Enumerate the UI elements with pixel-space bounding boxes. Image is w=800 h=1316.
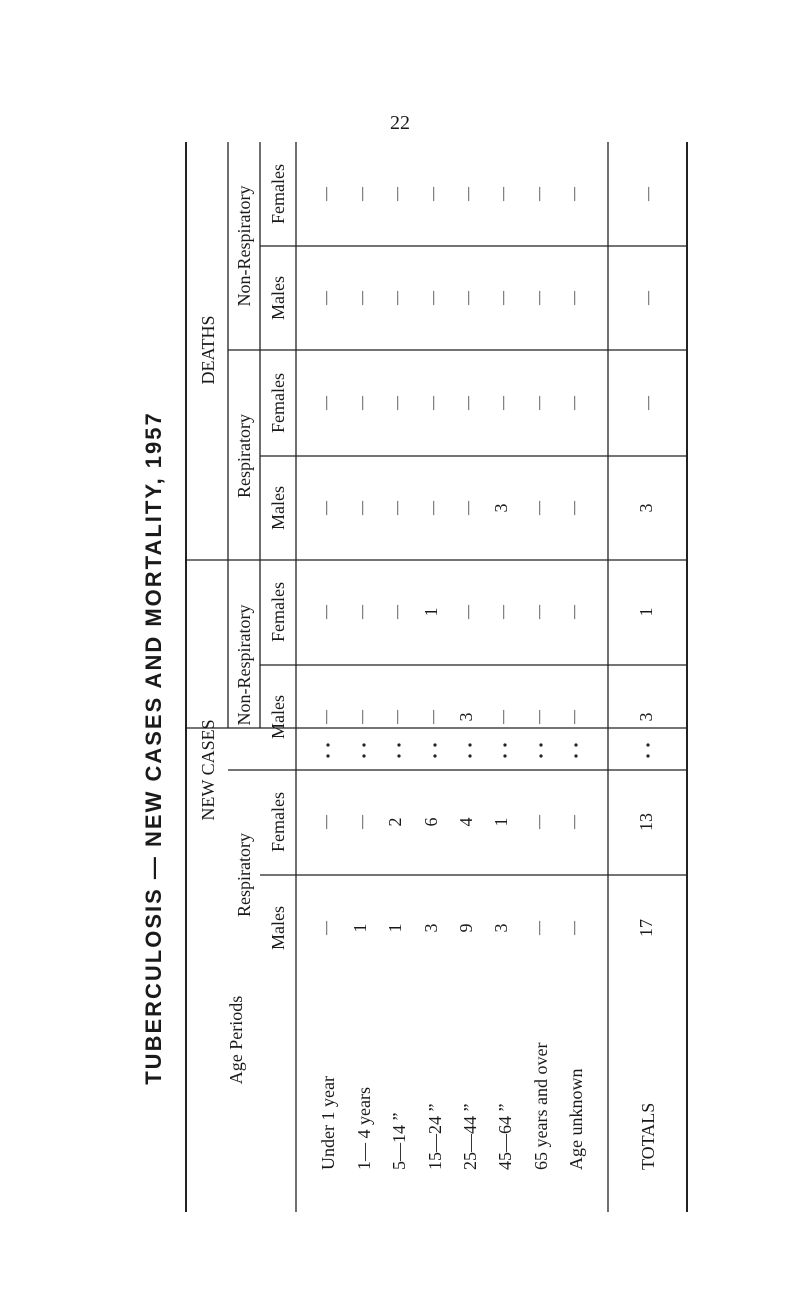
table-cell: —	[567, 710, 582, 724]
table-cell: —	[461, 187, 476, 201]
age-period-label: 65 years and over	[531, 1042, 551, 1170]
table-cell: 2	[385, 817, 405, 827]
table-cell: —	[567, 396, 582, 410]
table-cell: —	[426, 396, 441, 410]
header-d-resp-females: Females	[268, 373, 288, 433]
table-cell: —	[461, 291, 476, 305]
table-cell: —	[319, 921, 334, 935]
table-cell: —	[496, 396, 511, 410]
table-cell: —	[567, 291, 582, 305]
table-cell: —	[355, 501, 370, 515]
table-cell: —	[496, 291, 511, 305]
table-cell: 1	[385, 923, 405, 933]
table-cell: —	[319, 815, 334, 829]
total-cell: 1	[636, 607, 656, 617]
age-period-label: 5—14 ”	[389, 1112, 409, 1170]
table-cell: —	[355, 605, 370, 619]
table-cell: 1	[491, 817, 511, 827]
table-cell: —	[567, 921, 582, 935]
header-new-cases: NEW CASES	[198, 719, 218, 821]
total-cell: 3	[636, 712, 656, 722]
age-period-label: 45—64 ”	[495, 1103, 515, 1170]
table-cell: —	[532, 396, 547, 410]
header-nc-resp-males: Males	[268, 906, 288, 950]
table-cell: 3	[421, 923, 441, 933]
page-title: TUBERCULOSIS — NEW CASES AND MORTALITY, 1957	[141, 411, 166, 1085]
table-cell: —	[532, 291, 547, 305]
table-cell: —	[355, 710, 370, 724]
table-cell: 3	[491, 923, 511, 933]
total-cell: 13	[636, 813, 656, 831]
header-deaths: DEATHS	[198, 315, 218, 385]
total-cell: —	[641, 396, 656, 410]
table-cell: —	[461, 501, 476, 515]
table-cell: 6	[421, 817, 441, 827]
table-cell: —	[390, 605, 405, 619]
table-cell: —	[426, 291, 441, 305]
table-cell: —	[426, 501, 441, 515]
header-nc-nonresp-males: Males	[268, 695, 288, 739]
table-cell: —	[567, 605, 582, 619]
table-cell: —	[532, 921, 547, 935]
header-new-cases-non-respiratory: Non-Respiratory	[234, 604, 254, 726]
page-number: 22	[390, 112, 410, 134]
table-cell: —	[532, 605, 547, 619]
age-period-label: Age unknown	[566, 1068, 586, 1170]
table-cell: —	[390, 187, 405, 201]
table-cell: 9	[456, 923, 476, 933]
header-new-cases-respiratory: Respiratory	[234, 833, 254, 917]
table-cell: —	[390, 291, 405, 305]
table-cell: —	[319, 187, 334, 201]
age-period-label: 15—24 ”	[425, 1103, 445, 1170]
table-cell: —	[390, 396, 405, 410]
leader-dots	[326, 743, 649, 757]
table-cell: —	[567, 187, 582, 201]
age-period-label: 25—44 ”	[460, 1103, 480, 1170]
table-cell: —	[532, 187, 547, 201]
table-cell: —	[355, 187, 370, 201]
total-cell: 17	[636, 919, 656, 937]
table-cell: —	[355, 815, 370, 829]
table-cell: —	[532, 815, 547, 829]
table-cell: 3	[491, 503, 511, 513]
table-cell: —	[532, 710, 547, 724]
table-cell: —	[355, 291, 370, 305]
table-cell: —	[390, 501, 405, 515]
table-cell: 4	[456, 817, 476, 827]
total-cell: —	[641, 291, 656, 305]
table-cell: 1	[350, 923, 370, 933]
table-cell: —	[496, 605, 511, 619]
table-cell: 3	[456, 712, 476, 722]
table-cell: —	[355, 396, 370, 410]
table-cell: —	[567, 815, 582, 829]
table-cell: —	[496, 187, 511, 201]
header-d-nonresp-females: Females	[268, 164, 288, 224]
table-cell: —	[390, 710, 405, 724]
header-age-periods: Age Periods	[226, 995, 246, 1085]
age-period-label: Under 1 year	[318, 1076, 338, 1170]
table-cell: —	[319, 396, 334, 410]
table-cell: —	[319, 605, 334, 619]
table-cell: —	[532, 501, 547, 515]
table-cell: —	[426, 710, 441, 724]
table-cell: —	[461, 605, 476, 619]
table-cell: —	[567, 501, 582, 515]
table-cells	[319, 186, 656, 937]
header-deaths-respiratory: Respiratory	[234, 414, 254, 498]
total-cell: 3	[636, 503, 656, 513]
age-period-label: 1— 4 years	[354, 1087, 374, 1170]
header-deaths-non-respiratory: Non-Respiratory	[234, 185, 254, 307]
table-cell: —	[461, 396, 476, 410]
header-d-resp-males: Males	[268, 486, 288, 530]
header-nc-nonresp-females: Females	[268, 582, 288, 642]
table-cell: —	[496, 710, 511, 724]
table-cell: 1	[421, 607, 441, 617]
table-cell: —	[426, 187, 441, 201]
table-cell: —	[319, 291, 334, 305]
header-d-nonresp-males: Males	[268, 276, 288, 320]
totals-label: TOTALS	[638, 1102, 658, 1170]
header-nc-resp-females: Females	[268, 792, 288, 852]
total-cell: —	[641, 187, 656, 201]
table-cell: —	[319, 710, 334, 724]
table-cell: —	[319, 501, 334, 515]
